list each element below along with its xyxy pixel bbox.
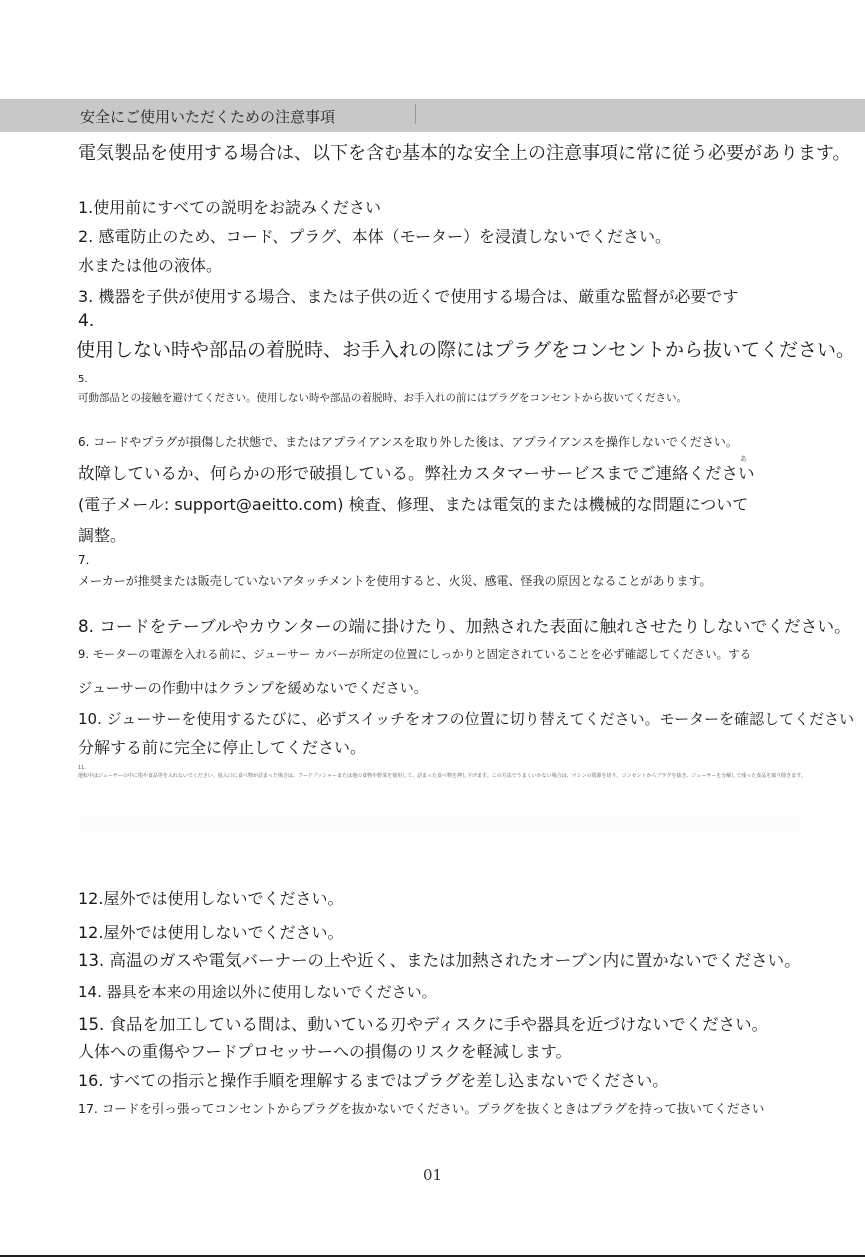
item-11-text: 運転中はジューサーの中に指や食品等を入れないでください。投入口に食べ物が詰まった場合は、フードプッシャーまたは他の食物や野菜を使用して、詰まった食べ物を押し下げます。この方法でうまくいかない場合は、マシンの電源を切り、コンセントからプラグを抜き、ジューサーを分解して残った食品を取り除きます。 <box>78 773 806 779</box>
header-divider <box>415 104 416 124</box>
intro-text: 電気製品を使用する場合は、以下を含む基本的な安全上の注意事項に常に従う必要があります。 <box>78 143 851 164</box>
blank-area <box>80 800 800 850</box>
item-15-line-1: 15. 食品を加工している間は、動いている刃やディスクに手や器具を近づけないでください。 <box>78 1015 769 1034</box>
item-2-line-1: 2. 感電防止のため、コード、プラグ、本体（モーター）を浸漬しないでください。 <box>78 227 671 246</box>
item-6-line-3: (電子メール: support@aeitto.com) 検査、修理、または電気的または機械的な問題について <box>78 495 749 514</box>
section-title: 安全にご使用いただくための注意事項 <box>80 108 336 126</box>
item-1: 1.使用前にすべての説明をお読みください <box>78 198 381 217</box>
item-12-line-1: 12.屋外では使用しないでください。 <box>78 889 344 908</box>
page-number: 01 <box>422 1166 443 1184</box>
ruby-annotation: あ <box>740 455 747 463</box>
item-9-line-1: 9. モーターの電源を入れる前に、ジューサー カバーが所定の位置にしっかりと固定されていることを必ず確認してください。する <box>78 647 752 661</box>
item-4-text: 使用しない時や部品の着脱時、お手入れの際にはプラグをコンセントから抜いてください。 <box>76 339 856 361</box>
item-6-line-2: 故障しているか、何らかの形で破損している。弊社カスタマーサービスまでご連絡ください <box>78 464 755 483</box>
item-7-text: メーカーが推奨または販売していないアタッチメントを使用すると、火災、感電、怪我の原因となることがあります。 <box>78 574 712 588</box>
item-14: 14. 器具を本来の用途以外に使用しないでください。 <box>78 983 437 1001</box>
item-9-line-2: ジューサーの作動中はクランプを緩めないでください。 <box>78 681 428 697</box>
item-4-number: 4. <box>78 311 95 331</box>
item-6-line-4: 調整。 <box>78 526 127 545</box>
item-15-line-2: 人体への重傷やフードプロセッサーへの損傷のリスクを軽減します。 <box>78 1042 572 1061</box>
item-2-line-2: 水または他の液体。 <box>78 256 223 275</box>
item-16: 16. すべての指示と操作手順を理解するまではプラグを差し込まないでください。 <box>78 1071 669 1090</box>
item-17: 17. コードを引っ張ってコンセントからプラグを抜かないでください。プラグを抜くときはプラグを持って抜いてください <box>78 1101 765 1116</box>
item-8: 8. コードをテーブルやカウンターの端に掛けたり、加熱された表面に触れさせたりしないでください。 <box>78 616 851 636</box>
item-10-line-2: 分解する前に完全に停止してください。 <box>78 738 367 757</box>
item-12-line-2: 12.屋外では使用しないでください。 <box>78 923 344 942</box>
item-5-number: 5. <box>78 374 88 385</box>
item-7-number: 7. <box>78 553 90 567</box>
item-13: 13. 高温のガスや電気バーナーの上や近く、または加熱されたオーブン内に置かないでください。 <box>78 951 801 970</box>
item-3: 3. 機器を子供が使用する場合、または子供の近くで使用する場合は、厳重な監督が必要です <box>78 287 739 306</box>
bottom-rule <box>0 1255 865 1257</box>
item-11-number: 11. <box>78 765 86 771</box>
item-6-line-1: 6. コードやプラグが損傷した状態で、またはアプライアンスを取り外した後は、アプライアンスを操作しないでください。 <box>78 435 738 449</box>
item-10-line-1: 10. ジューサーを使用するたびに、必ずスイッチをオフの位置に切り替えてください。モーターを確認してください <box>78 710 855 728</box>
item-5-text: 可動部品との接触を避けてください。使用しない時や部品の着脱時、お手入れの前にはプラグをコンセントから抜いてください。 <box>78 392 687 404</box>
